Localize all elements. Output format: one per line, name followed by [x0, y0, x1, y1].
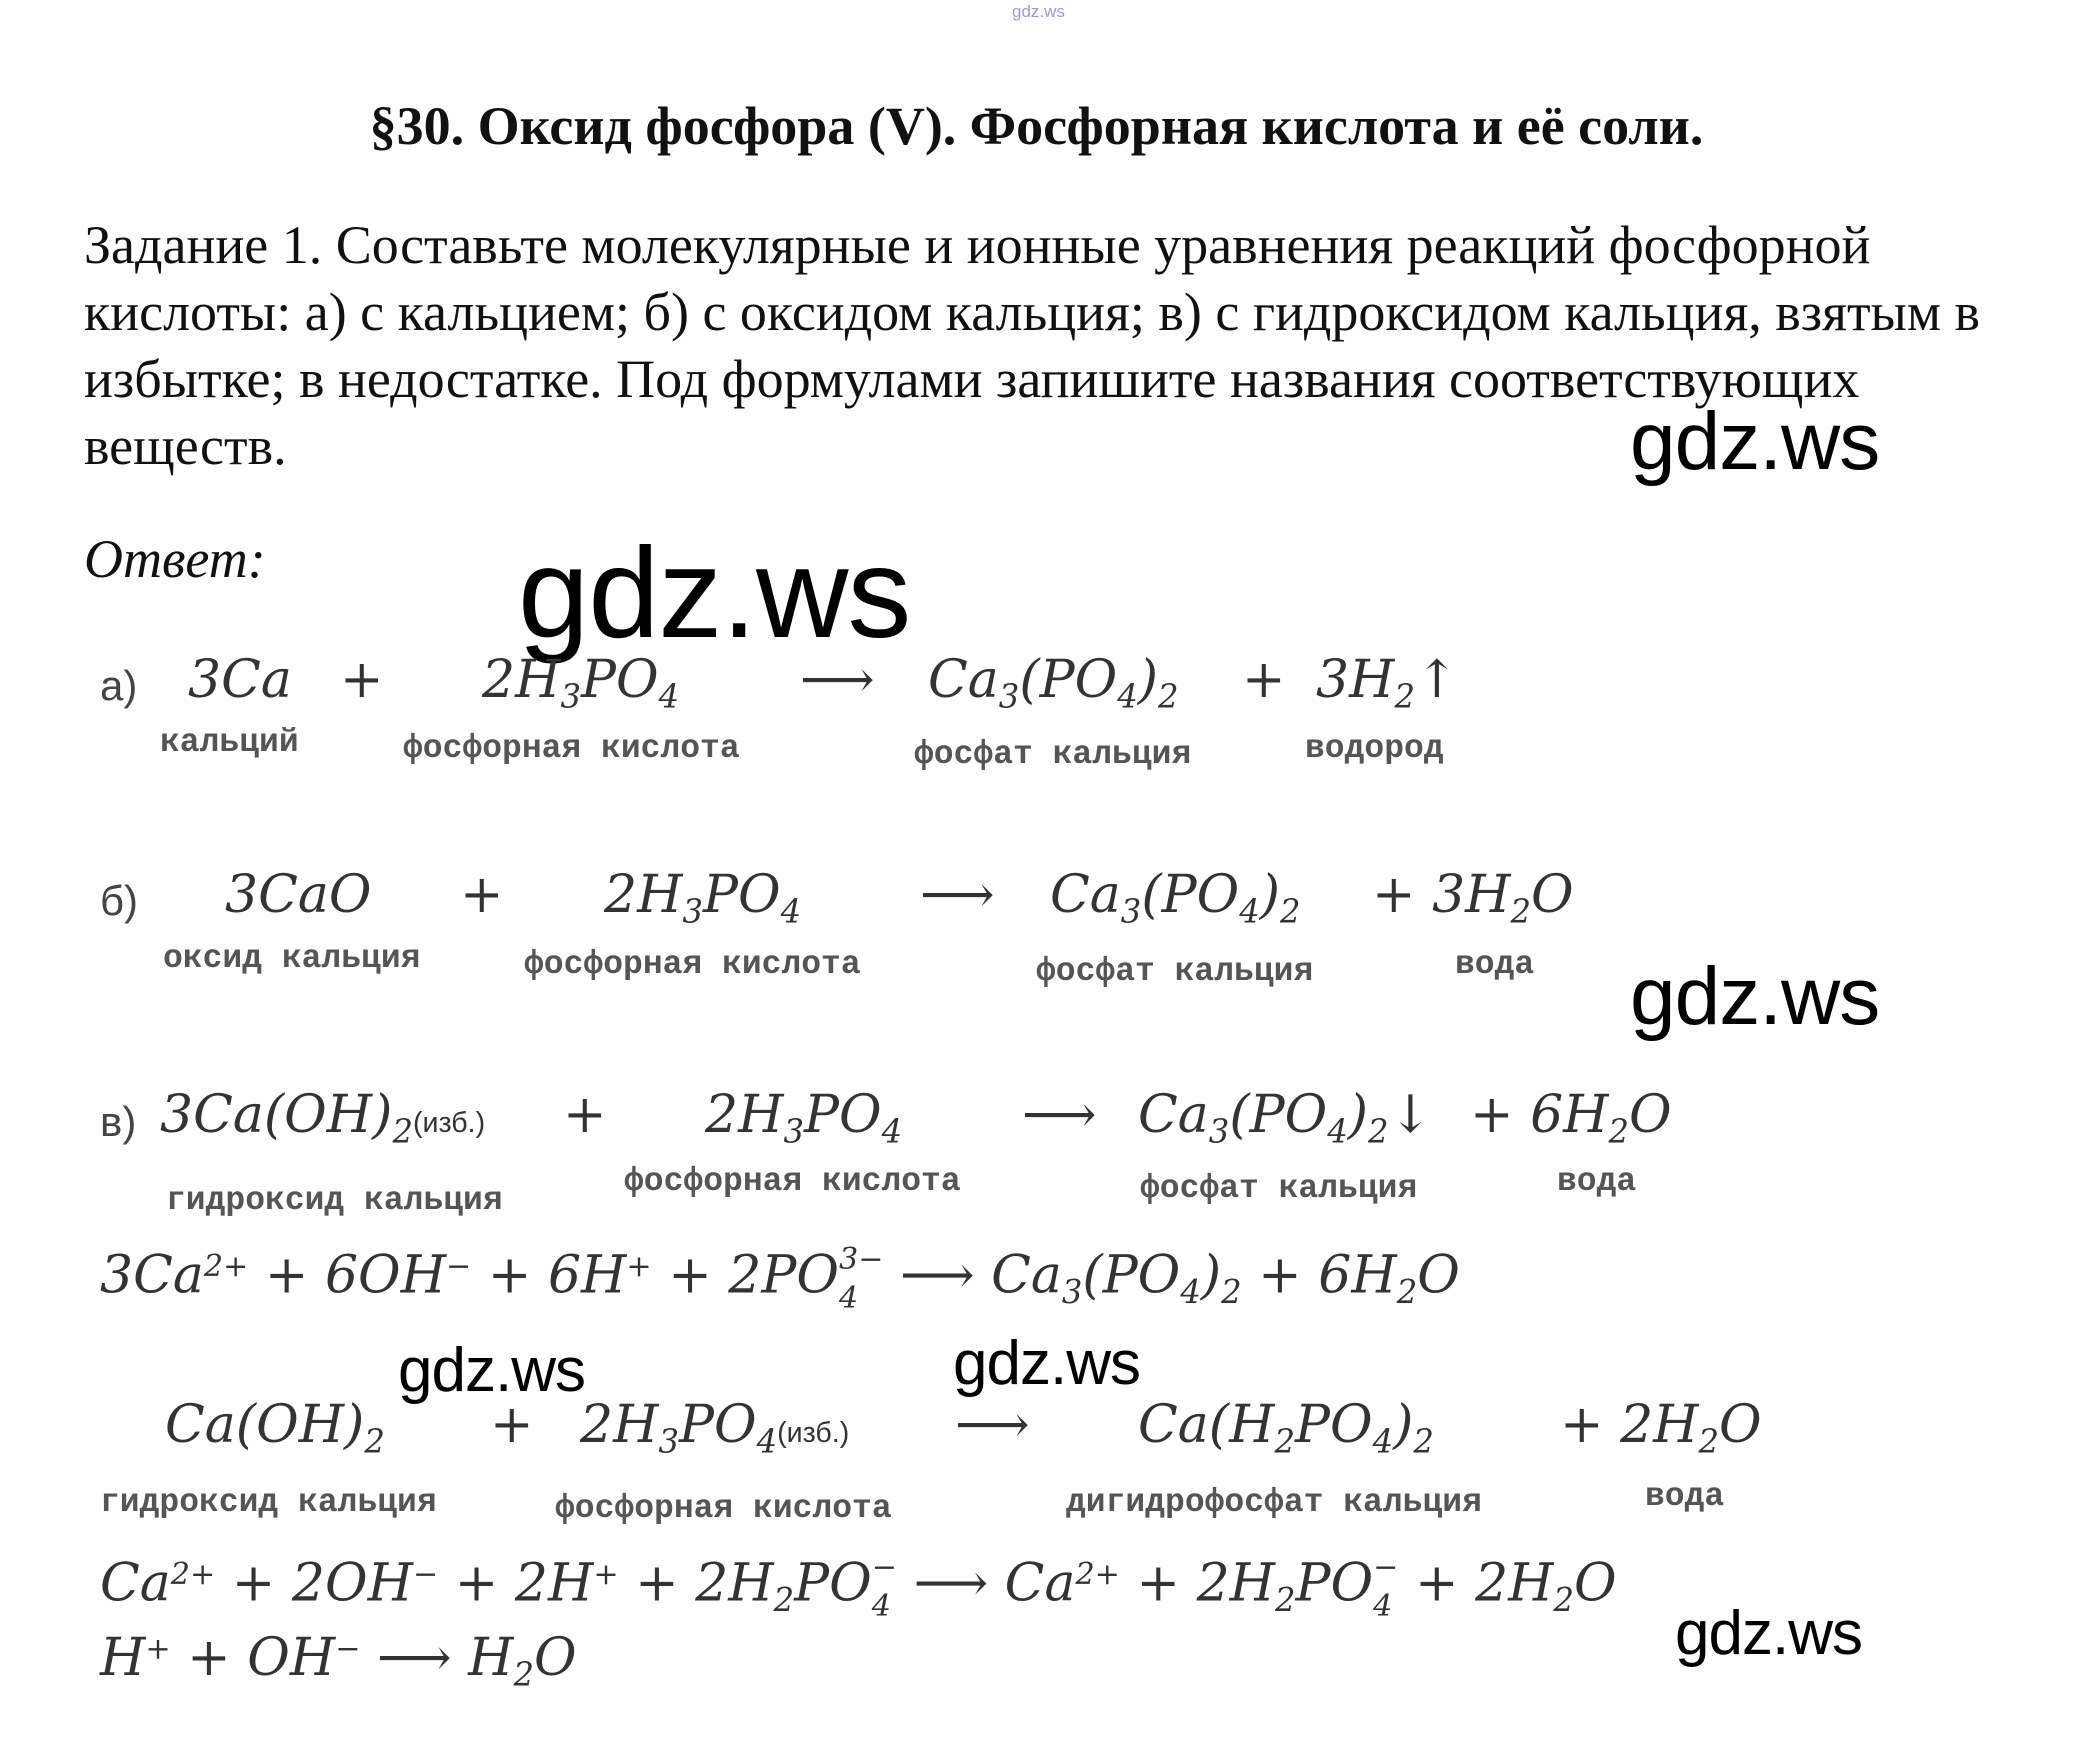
- plus-sign: +: [1242, 650, 1286, 710]
- label-water: вода: [1557, 1163, 1637, 1200]
- formula-phosphoric-acid: $2H_3PO_4$: [482, 650, 680, 716]
- label-phosphoric-acid: фосфорная кислота: [624, 1163, 961, 1200]
- label-calcium-dihydrophosphate: дигидрофосфат кальция: [1066, 1484, 1482, 1521]
- label-water: вода: [1645, 1478, 1725, 1515]
- answer-label: Ответ:: [84, 529, 266, 589]
- label-phosphoric-acid: фосфорная кислота: [555, 1490, 892, 1527]
- formula-calcium-phosphate-precipitate: $Ca_3(PO_4)_2↓$: [1138, 1085, 1433, 1151]
- ionic-equation-full: $Ca^{2+} + 2OH^- + 2H^+ + 2H_2PO$ − 4 ⟶ $Ca^{2+} + 2H_2PO$ − 4 + $2H_2O$: [100, 1550, 1617, 1624]
- page-title: §30. Оксид фосфора (V). Фосфорная кислота и её соли.: [369, 96, 1704, 156]
- watermark: gdz.ws: [1675, 1599, 1862, 1668]
- formula-calcium-phosphate: $Ca_3(PO_4)_2$: [1050, 865, 1301, 931]
- label-calcium-phosphate: фосфат кальция: [1036, 953, 1314, 990]
- label-phosphoric-acid: фосфорная кислота: [403, 730, 740, 767]
- formula-phosphoric-acid-excess: $2H_3PO_4(изб.)$: [580, 1395, 850, 1461]
- formula-calcium-oxide: 3CaO: [225, 865, 372, 925]
- reaction-arrow: ⟶: [920, 865, 995, 925]
- excess-mark: изб.: [422, 1107, 476, 1139]
- reaction-arrow: ⟶: [800, 650, 875, 710]
- watermark: gdz.ws: [398, 1336, 585, 1405]
- formula-water: + $2H_2O$: [1560, 1395, 1762, 1461]
- plus-sign: +: [490, 1395, 534, 1455]
- header-watermark: gdz.ws: [1012, 2, 1065, 21]
- watermark: gdz.ws: [1630, 951, 1880, 1042]
- formula-calcium-dihydrophosphate: $Ca(H_2PO_4)_2$: [1138, 1395, 1434, 1461]
- plus-sign: +: [340, 650, 384, 710]
- item-letter-a: а): [100, 662, 138, 709]
- plus-sign: +: [460, 865, 504, 925]
- label-phosphoric-acid: фосфорная кислота: [524, 946, 861, 983]
- plus-sign: +: [563, 1085, 607, 1145]
- formula-phosphoric-acid: $2H_3PO_4$: [705, 1085, 903, 1151]
- label-calcium-hydroxide: гидроксид кальция: [166, 1182, 503, 1219]
- label-calcium: кальций: [160, 724, 299, 761]
- formula-hydrogen: $3H_2↑$: [1316, 650, 1459, 716]
- formula-calcium-hydroxide: $Ca(OH)_2$: [165, 1395, 385, 1461]
- label-calcium-phosphate: фосфат кальция: [914, 736, 1192, 773]
- task-text: Задание 1. Составьте молекулярные и ионные уравнения реакций фосфорной кислоты: а) с кальцием; б) с оксидом кальция; в) с гидроксидом кальция, взятым в избытке; в недостатке. Под формулами запишите названия соответствующих веществ.: [84, 215, 1981, 476]
- item-letter-b: б): [100, 877, 139, 924]
- formula-phosphoric-acid: $2H_3PO_4$: [604, 865, 802, 931]
- watermark: gdz.ws: [953, 1329, 1140, 1398]
- reaction-arrow: ⟶: [955, 1395, 1030, 1455]
- formula-water: + $6H_2O$: [1470, 1085, 1672, 1151]
- ionic-equation-short: H+ + OH− ⟶ $H_2O$: [100, 1628, 577, 1694]
- watermark: gdz.ws: [518, 522, 911, 665]
- label-hydrogen: водород: [1305, 730, 1444, 767]
- watermark: gdz.ws: [1630, 396, 1880, 487]
- formula-calcium-hydroxide-excess: $3Ca(OH)_2(изб.)$: [160, 1085, 486, 1151]
- excess-mark: изб.: [786, 1417, 840, 1449]
- label-calcium-hydroxide: гидроксид кальция: [100, 1484, 437, 1521]
- label-calcium-oxide: оксид кальция: [163, 940, 421, 977]
- formula-water: + $3H_2O$: [1372, 865, 1574, 931]
- label-calcium-phosphate: фосфат кальция: [1140, 1170, 1418, 1207]
- formula-calcium-phosphate: $Ca_3(PO_4)_2$: [928, 650, 1179, 716]
- item-letter-v: в): [100, 1098, 137, 1145]
- reaction-arrow: ⟶: [1022, 1085, 1097, 1145]
- label-water: вода: [1455, 946, 1535, 983]
- formula-calcium: 3Ca: [188, 650, 292, 710]
- ionic-equation-excess: $3Ca^{2+} + 6OH^- + 6H^+ + 2PO$ 3− 4 ⟶ $Ca_3(PO_4)_2 + 6H_2O$: [100, 1242, 1460, 1316]
